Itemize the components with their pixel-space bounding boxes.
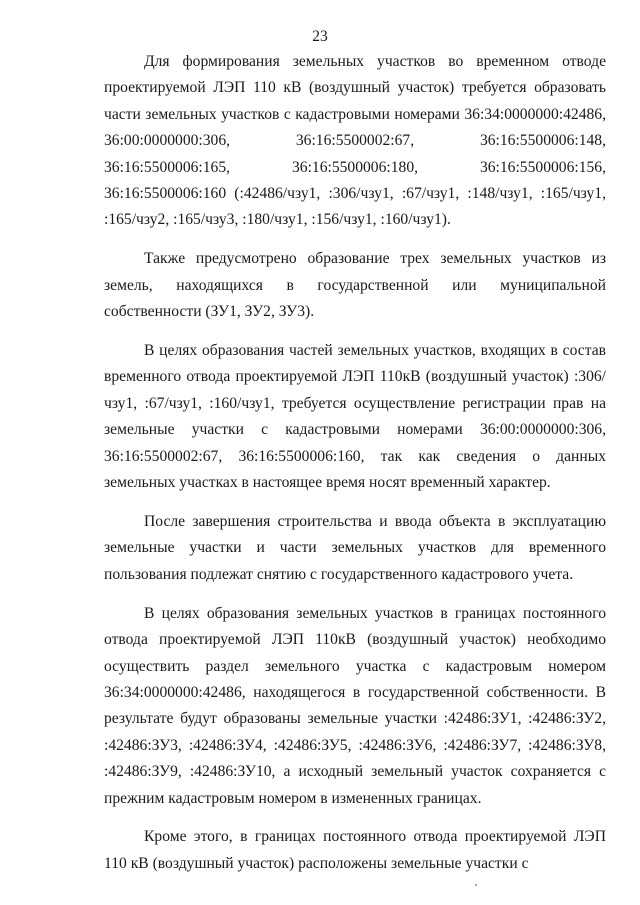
paragraph-5: В целях образования земельных участков в границах постоянного отвода проектируемой ЛЭП 110кВ (воздушный участок) необходимо осуществить раздел земельного участка с кадастровым номером 36:34:0000000:42486, находящегося в государственной собственности. В результате будут образованы земельные участки :42486:ЗУ1, :42486:ЗУ2, :42486:ЗУ3, :42486:ЗУ4, :42486:ЗУ5, :42486:ЗУ6, :42486:ЗУ7, :42486:ЗУ8, :42486:ЗУ9, :42486:ЗУ10, а исходный земельный участок сохраняется с прежним кадастровым номером в измененных границах.: [104, 604, 606, 807]
paragraph-6: Кроме этого, в границах постоянного отвода проектируемой ЛЭП 110 кВ (воздушный участок) расположены земельные участки с: [104, 828, 606, 872]
page-number: 23: [312, 28, 328, 45]
document-body: [104, 49, 606, 877]
paragraph-1: Для формирования земельных участков во временном отводе проектируемой ЛЭП 110 кВ (воздушный участок) требуется образовать части земельных участков с кадастровыми номерами 36:34:0000000:42486, 36:00:0000000:306, 36:16:5500002:67, 36:16:5500006:148, 36:16:5500006:165, 36:16:5500006:180, 36:16:5500006:156, 36:16:5500006:160 (:42486/чзу1, :306/чзу1, :67/чзу1, :148/чзу1, :165/чзу1, :165/чзу2, :165/чзу3, :180/чзу1, :156/чзу1, :160/чзу1).: [104, 53, 606, 229]
paragraph-4: После завершения строительства и ввода объекта в эксплуатацию земельные участки и части земельных участков для временного пользования подлежат снятию с государственного кадастрового учета.: [104, 513, 606, 583]
paragraph-3: В целях образования частей земельных участков, входящих в состав временного отвода проектируемой ЛЭП 110кВ (воздушный участок) :306/чзу1, :67/чзу1, :160/чзу1, требуется осуществление регистрации прав на земельные участки с кадастровыми номерами 36:00:0000000:306, 36:16:5500002:67, 36:16:5500006:160, так как сведения о данных земельных участках в настоящее время носят временный характер.: [104, 342, 606, 492]
scan-speck: [475, 884, 477, 886]
paragraph-2: Также предусмотрено образование трех земельных участков из земель, находящихся в государственной или муниципальной собственности (ЗУ1, ЗУ2, ЗУ3).: [104, 250, 606, 321]
